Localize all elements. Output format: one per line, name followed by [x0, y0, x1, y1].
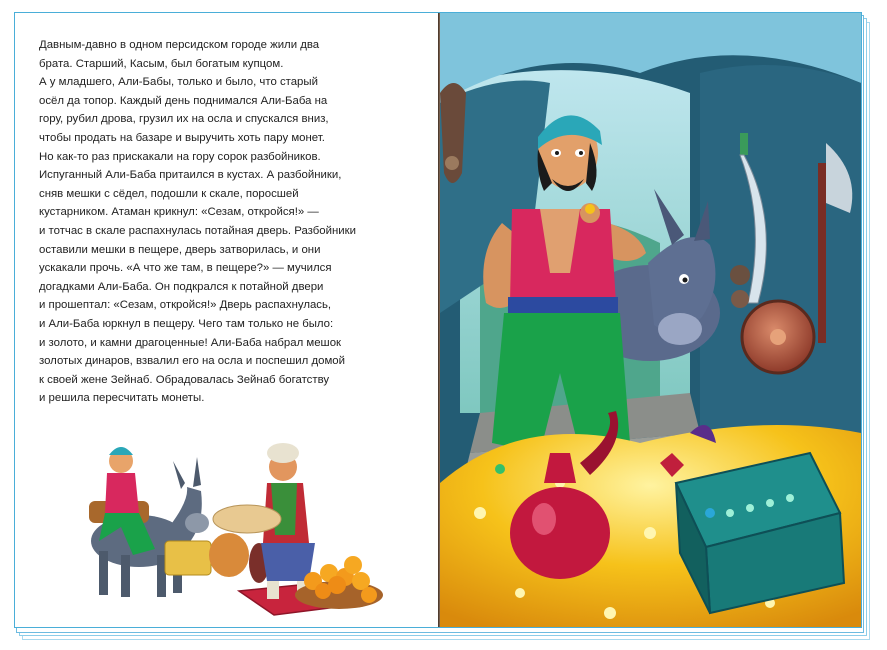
treasure-cave-illustration — [440, 13, 861, 627]
story-line: Но как-то раз прискакали на гору сорок разбойников. — [39, 150, 321, 163]
story-line: Давным-давно в одном персидском городе жили два — [39, 39, 320, 51]
story-line: А у младшего, Али-Бабы, только и было, что старый — [39, 76, 318, 89]
story-line: и решила пересчитать монеты. — [39, 392, 205, 405]
story-line: и золото, и камни драгоценные! Али-Баба набрал мешок — [39, 336, 342, 349]
story-line: догадками Али-Баба. Он подкрался к потайной двери — [39, 280, 324, 293]
story-line: и прошептал: «Сезам, откройся!» Дверь распахнулась, — [39, 299, 332, 312]
story-line: и тотчас в скале распахнулась потайная дверь. Разбойники — [39, 224, 356, 237]
hanging-bat — [440, 83, 466, 183]
story-line: золотых динаров, взвалил его на осла и поспешил домой — [39, 355, 345, 368]
story-line: осёл да топор. Каждый день поднимался Али-Баба на — [39, 94, 328, 107]
story-line: ускакали прочь. «А что же там, в пещере?» — мучился — [39, 262, 332, 275]
hanging-shield — [742, 301, 814, 373]
story-line: брата. Старший, Касым, был богатым купцом. — [39, 57, 284, 70]
story-line: оставили мешки в пещере, дверь затворилась, и они — [39, 243, 321, 256]
book-spread — [14, 12, 862, 628]
treasure-chest — [676, 453, 844, 613]
story-line: и Али-Баба юркнул в пещеру. Чего там только не было: — [39, 317, 334, 330]
story-text — [39, 36, 411, 408]
story-line: кустарником. Атаман крикнул: «Сезам, откройся!» — — [39, 206, 319, 219]
story-line: чтобы продать на базаре и выручить хоть пару монет. — [39, 131, 325, 144]
story-line: к своей жене Зейнаб. Обрадовалась Зейнаб богатству — [39, 373, 330, 386]
story-line: сняв мешки с сёдел, подошли к скале, поросшей — [39, 187, 299, 200]
left-page — [15, 13, 438, 627]
merchant-scene-illustration — [69, 431, 385, 619]
story-line: Испуганный Али-Баба притаился в кустах. А разбойники, — [39, 169, 342, 182]
story-line: гору, рубил дрова, грузил их на осла и спускался вниз, — [39, 113, 329, 126]
